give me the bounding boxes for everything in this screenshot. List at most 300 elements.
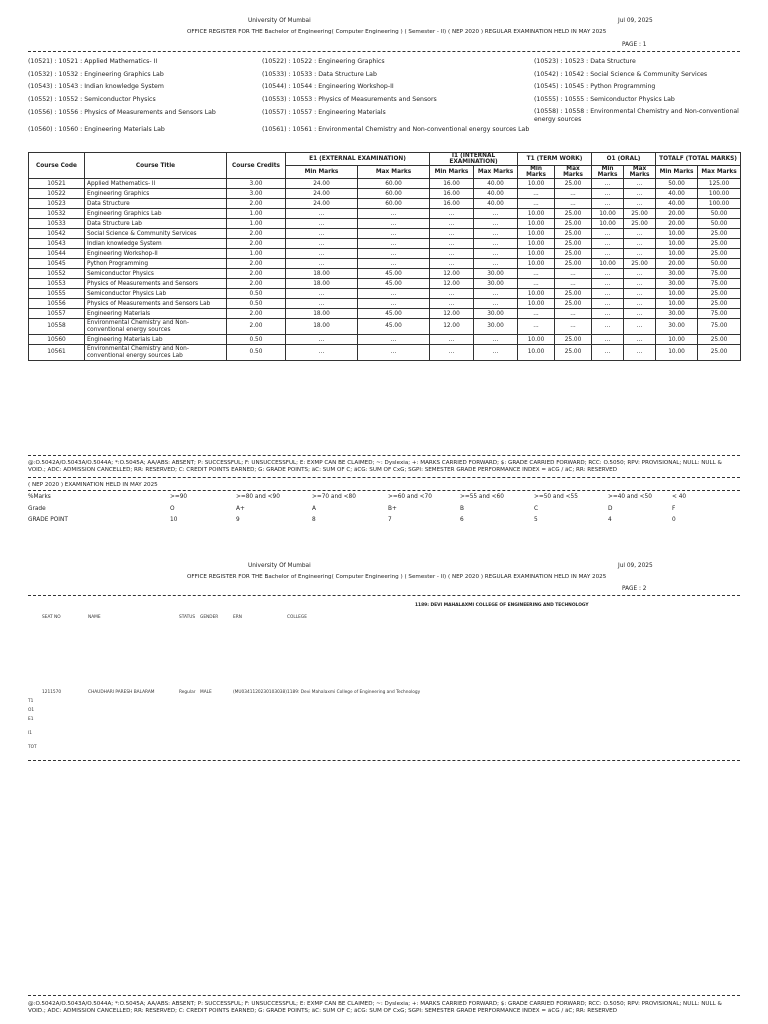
table-cell: 60.00 — [358, 179, 430, 189]
table-cell: 2.00 — [227, 269, 286, 279]
grade-cell: >=50 and <55 — [534, 494, 578, 500]
table-cell: 45.00 — [358, 309, 430, 319]
table-cell: 75.00 — [698, 319, 741, 335]
grade-cell: >=80 and <90 — [236, 494, 280, 500]
table-cell: Engineering Graphics — [85, 189, 227, 199]
table-cell: 75.00 — [698, 279, 741, 289]
row-label: E1 — [28, 717, 34, 722]
table-cell: 40.00 — [474, 199, 518, 209]
col-label: COLLEGE — [287, 615, 307, 620]
table-cell: Indian knowledge System — [85, 239, 227, 249]
table-cell: ... — [286, 239, 358, 249]
table-row — [29, 189, 741, 199]
course-list-item: (10543) : 10543 : Indian knowledge System — [28, 83, 164, 91]
table-cell: 1.00 — [227, 249, 286, 259]
table-cell: ... — [430, 239, 474, 249]
table-cell: ... — [592, 279, 624, 289]
course-list-item: (10553) : 10553 : Physics of Measurements and Sensors — [262, 95, 437, 103]
table-cell: 60.00 — [358, 199, 430, 209]
table-row — [29, 269, 741, 279]
table-cell: 10533 — [29, 219, 85, 229]
table-cell: 10560 — [29, 335, 85, 345]
table-cell: 20.00 — [656, 209, 698, 219]
grade-cell: >=70 and <80 — [312, 494, 356, 500]
table-row — [29, 239, 741, 249]
table-cell: ... — [358, 345, 430, 361]
table-cell: 25.00 — [555, 239, 592, 249]
table-cell: 25.00 — [698, 249, 741, 259]
table-cell: 25.00 — [624, 219, 656, 229]
header-min: Min Marks — [286, 166, 358, 179]
table-cell: 10543 — [29, 239, 85, 249]
table-row — [29, 219, 741, 229]
table-cell: ... — [592, 345, 624, 361]
table-row — [29, 319, 741, 335]
table-cell: 50.00 — [698, 259, 741, 269]
grade-cell: 7 — [388, 517, 392, 523]
table-cell: 16.00 — [430, 199, 474, 209]
table-row — [29, 259, 741, 269]
table-cell: ... — [430, 219, 474, 229]
grade-cell: 5 — [534, 517, 538, 523]
table-cell: Semiconductor Physics — [85, 269, 227, 279]
table-cell: 10532 — [29, 209, 85, 219]
university-name: University Of Mumbai — [248, 18, 311, 24]
table-cell: ... — [474, 229, 518, 239]
table-cell: ... — [474, 209, 518, 219]
table-cell: 10544 — [29, 249, 85, 259]
table-cell: 0.50 — [227, 299, 286, 309]
header-max: Max Marks — [555, 166, 592, 179]
table-cell: 10558 — [29, 319, 85, 335]
table-cell: 2.00 — [227, 259, 286, 269]
table-cell: 25.00 — [698, 289, 741, 299]
table-row — [29, 299, 741, 309]
table-cell: 30.00 — [656, 279, 698, 289]
table-row — [29, 279, 741, 289]
table-cell: 60.00 — [358, 189, 430, 199]
table-cell: ... — [624, 249, 656, 259]
header-min: Min Marks — [430, 166, 474, 179]
table-cell: Engineering Workshop-II — [85, 249, 227, 259]
grade-cell: A — [312, 506, 316, 512]
table-cell: 24.00 — [286, 189, 358, 199]
table-cell: 10561 — [29, 345, 85, 361]
col-label: GENDER — [200, 615, 219, 620]
table-cell: ... — [592, 189, 624, 199]
grade-cell: < 40 — [672, 494, 687, 500]
table-cell: 25.00 — [555, 179, 592, 189]
table-row — [29, 199, 741, 209]
table-cell: 10.00 — [592, 219, 624, 229]
table-cell: 25.00 — [698, 345, 741, 361]
course-list-item: (10532) : 10532 : Engineering Graphics Lab — [28, 70, 164, 78]
table-cell: ... — [430, 259, 474, 269]
student-status: Regular — [179, 690, 196, 695]
table-cell: 10.00 — [656, 249, 698, 259]
table-cell: 25.00 — [698, 299, 741, 309]
table-cell: 10.00 — [518, 335, 555, 345]
table-cell: 25.00 — [698, 239, 741, 249]
table-cell: 25.00 — [624, 209, 656, 219]
table-cell: ... — [555, 189, 592, 199]
table-cell: 10.00 — [592, 259, 624, 269]
table-row — [29, 309, 741, 319]
table-cell: ... — [286, 259, 358, 269]
header-min: Min Marks — [656, 166, 698, 179]
table-cell: ... — [592, 289, 624, 299]
grade-cell: >=40 and <50 — [608, 494, 652, 500]
table-cell: 10552 — [29, 269, 85, 279]
table-cell: 16.00 — [430, 179, 474, 189]
table-cell: ... — [624, 189, 656, 199]
table-cell: 10523 — [29, 199, 85, 209]
table-cell: ... — [286, 289, 358, 299]
table-cell: 30.00 — [474, 269, 518, 279]
divider — [28, 595, 740, 596]
table-cell: ... — [518, 309, 555, 319]
table-cell: 10.00 — [592, 209, 624, 219]
header-t1: T1 (TERM WORK) — [518, 153, 592, 166]
divider — [28, 477, 740, 478]
table-cell: Environmental Chemistry and Non-conventional energy sources — [85, 319, 227, 335]
table-cell: 10.00 — [656, 299, 698, 309]
table-cell: ... — [592, 309, 624, 319]
table-cell: ... — [592, 239, 624, 249]
legend-text: @:O.5042A/O.5043A/O.5044A; *:O.5045A; AA/ABS: ABSENT; P: SUCCESSFUL; F: UNSUCCESSFUL; E: EXMP CAN BE CLAIMED; ~: Dyslexia; +: MARKS CARRIED FORWARD; $: GRADE CARRIED FORWARD; RCC: O.5050; RPV: PROVISIONAL; NULL: NULL & VOID.; ADC: ADMISSION CANCELLED; RR: RESERVED; C: CREDIT POINTS EARNED; G: GRADE POINTS; äC: SUM OF C; äCG: SUM OF CxG; SGPI: SEMESTER GRADE PERFORMANCE INDEX = äCG / äC; RR: RESERVED — [28, 1001, 722, 1014]
table-cell: ... — [358, 335, 430, 345]
table-cell: 50.00 — [656, 179, 698, 189]
table-cell: 45.00 — [358, 319, 430, 335]
table-cell: ... — [358, 229, 430, 239]
college-header: 1189: DEVI MAHALAXMI COLLEGE OF ENGINEERING AND TECHNOLOGY — [415, 603, 589, 608]
grade-cell: 8 — [312, 517, 316, 523]
table-row — [29, 345, 741, 361]
table-cell: 125.00 — [698, 179, 741, 189]
table-cell: ... — [518, 269, 555, 279]
table-cell: Data Structure Lab — [85, 219, 227, 229]
table-cell: 3.00 — [227, 179, 286, 189]
col-label: SEAT NO — [42, 615, 61, 620]
table-cell: 25.00 — [555, 229, 592, 239]
table-cell: 45.00 — [358, 269, 430, 279]
table-cell: ... — [474, 259, 518, 269]
course-list-item: (10555) : 10555 : Semiconductor Physics Lab — [534, 95, 675, 103]
table-cell: 10545 — [29, 259, 85, 269]
table-cell: ... — [474, 239, 518, 249]
student-name: CHAUDHARI PARESH BALARAM — [88, 690, 155, 695]
table-cell: 25.00 — [555, 259, 592, 269]
report-date: Jul 09, 2025 — [618, 18, 653, 24]
table-row — [29, 249, 741, 259]
table-cell: 25.00 — [555, 299, 592, 309]
table-cell: 2.00 — [227, 199, 286, 209]
course-list-item: (10521) : 10521 : Applied Mathematics- II — [28, 58, 158, 65]
table-cell: 10.00 — [518, 289, 555, 299]
header-min: Min Marks — [518, 166, 555, 179]
table-cell: 10556 — [29, 299, 85, 309]
grade-cell: >=90 — [170, 494, 188, 500]
table-cell: ... — [624, 335, 656, 345]
table-cell: 25.00 — [555, 335, 592, 345]
table-cell: 10.00 — [518, 219, 555, 229]
table-cell: 100.00 — [698, 189, 741, 199]
table-cell: ... — [592, 269, 624, 279]
table-cell: ... — [592, 179, 624, 189]
table-cell: ... — [358, 209, 430, 219]
table-row — [29, 335, 741, 345]
course-list — [28, 56, 740, 137]
header-max: Max Marks — [624, 166, 656, 179]
table-cell: ... — [624, 345, 656, 361]
divider — [28, 490, 740, 491]
table-cell: 12.00 — [430, 309, 474, 319]
table-cell: ... — [592, 319, 624, 335]
grade-cell: 10 — [170, 517, 178, 523]
table-cell: Engineering Graphics Lab — [85, 209, 227, 219]
table-cell: ... — [592, 229, 624, 239]
course-marks-table — [28, 152, 741, 361]
table-cell: 2.00 — [227, 309, 286, 319]
table-cell: ... — [474, 289, 518, 299]
grade-label: %Marks — [28, 494, 51, 500]
table-cell: 30.00 — [656, 269, 698, 279]
table-cell: Physics of Measurements and Sensors Lab — [85, 299, 227, 309]
university-name: University Of Mumbai — [248, 563, 311, 569]
grade-cell: 9 — [236, 517, 240, 523]
table-cell: Engineering Materials Lab — [85, 335, 227, 345]
legend-text: @:O.5042A/O.5043A/O.5044A; *:O.5045A; AA/ABS: ABSENT; P: SUCCESSFUL; F: UNSUCCESSFUL; E: EXMP CAN BE CLAIMED; ~: Dyslexia; +: MARKS CARRIED FORWARD; $: GRADE CARRIED FORWARD; RCC: O.5050; RPV: PROVISIONAL; NULL: NULL & VOID.; ADC: ADMISSION CANCELLED; RR: RESERVED; C: CREDIT POINTS EARNED; G: GRADE POINTS; äC: SUM OF C; äCG: SUM OF CxG; SGPI: SEMESTER GRADE PERFORMANCE INDEX = äCG / äC; RR: RESERVED — [28, 460, 722, 473]
course-list-item: (10542) : 10542 : Social Science & Community Services — [534, 70, 708, 78]
table-cell: ... — [555, 269, 592, 279]
table-cell: ... — [624, 299, 656, 309]
grade-cell: D — [608, 506, 613, 512]
table-cell: 30.00 — [474, 279, 518, 289]
student-college: 1189: Devi Mahalaxmi College of Engineering and Technology — [287, 690, 421, 695]
table-cell: ... — [518, 189, 555, 199]
row-label: T1 — [28, 699, 34, 704]
table-cell: 10.00 — [518, 249, 555, 259]
table-cell: ... — [286, 335, 358, 345]
table-cell: 10521 — [29, 179, 85, 189]
course-list-item: (10544) : 10544 : Engineering Workshop-II — [262, 83, 394, 91]
header-i1: I1 (INTERNAL EXAMINATION) — [430, 153, 518, 166]
table-cell: ... — [358, 259, 430, 269]
table-cell: 25.00 — [555, 345, 592, 361]
table-cell: 30.00 — [656, 309, 698, 319]
seat-number: 1211570 — [42, 690, 62, 695]
table-cell: ... — [518, 199, 555, 209]
table-cell: 1.00 — [227, 219, 286, 229]
divider — [28, 51, 740, 52]
register-title: OFFICE REGISTER FOR THE Bachelor of Engineering( Computer Engineering ) ( Semester - II) ( NEP 2020 ) REGULAR EXAMINATION HELD IN MAY 2025 — [187, 574, 607, 580]
table-cell: 25.00 — [555, 219, 592, 229]
report-date: Jul 09, 2025 — [618, 563, 653, 569]
student-ern: (MU0341120230103038) — [233, 690, 287, 695]
table-cell: 18.00 — [286, 269, 358, 279]
table-cell: 40.00 — [656, 199, 698, 209]
table-cell: 10.00 — [518, 229, 555, 239]
table-cell: Applied Mathematics- II — [85, 179, 227, 189]
page-number: PAGE : 1 — [622, 42, 647, 48]
table-cell: 25.00 — [698, 229, 741, 239]
table-cell: 25.00 — [555, 209, 592, 219]
course-list-item: (10522) : 10522 : Engineering Graphics — [262, 58, 385, 65]
table-cell: ... — [518, 319, 555, 335]
course-list-item: (10556) : 10556 : Physics of Measurements and Sensors Lab — [28, 109, 216, 117]
table-cell: 1.00 — [227, 209, 286, 219]
table-cell: 20.00 — [656, 219, 698, 229]
table-cell: ... — [430, 229, 474, 239]
table-cell: ... — [624, 269, 656, 279]
table-cell: 25.00 — [555, 289, 592, 299]
table-cell: 10522 — [29, 189, 85, 199]
divider — [28, 455, 740, 456]
table-cell: 10542 — [29, 229, 85, 239]
course-list-item: (10552) : 10552 : Semiconductor Physics — [28, 95, 156, 103]
table-cell: 2.00 — [227, 279, 286, 289]
grade-cell: >=55 and <60 — [460, 494, 504, 500]
header-max: Max Marks — [474, 166, 518, 179]
table-cell: 75.00 — [698, 309, 741, 319]
table-cell: 2.00 — [227, 239, 286, 249]
table-cell: 10.00 — [656, 239, 698, 249]
table-cell: 10.00 — [518, 179, 555, 189]
grade-cell: 4 — [608, 517, 612, 523]
table-cell: 16.00 — [430, 189, 474, 199]
table-cell: ... — [624, 179, 656, 189]
table-cell: 25.00 — [698, 335, 741, 345]
header-course-credits: Course Credits — [227, 153, 286, 179]
table-row — [29, 179, 741, 189]
table-cell: 40.00 — [474, 189, 518, 199]
grade-cell: F — [672, 506, 676, 512]
table-cell: 10555 — [29, 289, 85, 299]
table-cell: ... — [286, 299, 358, 309]
table-cell: 30.00 — [656, 319, 698, 335]
table-cell: ... — [358, 219, 430, 229]
table-cell: 10553 — [29, 279, 85, 289]
header-total: TOTALF (TOTAL MARKS) — [656, 153, 741, 166]
table-cell: 50.00 — [698, 219, 741, 229]
table-cell: ... — [430, 299, 474, 309]
divider — [28, 760, 740, 761]
table-cell: 10.00 — [656, 229, 698, 239]
table-cell: ... — [624, 279, 656, 289]
table-cell: ... — [592, 249, 624, 259]
student-gender: MALE — [200, 690, 212, 695]
table-cell: 12.00 — [430, 279, 474, 289]
table-cell: ... — [430, 209, 474, 219]
table-cell: 10557 — [29, 309, 85, 319]
table-cell: 10.00 — [518, 209, 555, 219]
table-cell: 12.00 — [430, 319, 474, 335]
table-cell: ... — [430, 289, 474, 299]
table-cell: 10.00 — [518, 299, 555, 309]
table-cell: ... — [474, 219, 518, 229]
course-list-item: (10557) : 10557 : Engineering Materials — [262, 109, 386, 117]
table-cell: 24.00 — [286, 199, 358, 209]
table-cell: 0.50 — [227, 345, 286, 361]
table-cell: 18.00 — [286, 279, 358, 289]
course-list-item: (10523) : 10523 : Data Structure — [534, 58, 636, 65]
table-cell: ... — [286, 249, 358, 259]
table-cell: ... — [358, 289, 430, 299]
table-cell: ... — [624, 309, 656, 319]
table-cell: ... — [555, 279, 592, 289]
table-cell: 10.00 — [656, 289, 698, 299]
table-cell: ... — [624, 319, 656, 335]
header-course-title: Course Title — [85, 153, 227, 179]
table-cell: ... — [592, 335, 624, 345]
table-cell: ... — [286, 345, 358, 361]
table-cell: ... — [430, 249, 474, 259]
col-label: NAME — [88, 615, 101, 620]
header-course-code: Course Code — [29, 153, 85, 179]
grade-label: Grade — [28, 506, 46, 512]
table-cell: 25.00 — [555, 249, 592, 259]
table-row — [29, 289, 741, 299]
header-max: Max Marks — [698, 166, 741, 179]
row-label: TOT — [28, 745, 37, 750]
table-cell: ... — [555, 319, 592, 335]
grade-cell: B+ — [388, 506, 397, 512]
table-cell: 18.00 — [286, 319, 358, 335]
table-cell: 0.50 — [227, 289, 286, 299]
table-cell: Semiconductor Physics Lab — [85, 289, 227, 299]
divider — [28, 995, 740, 996]
table-cell: 24.00 — [286, 179, 358, 189]
table-cell: ... — [555, 309, 592, 319]
grade-cell: B — [460, 506, 464, 512]
table-cell: 2.00 — [227, 229, 286, 239]
grade-label: GRADE POINT — [28, 517, 68, 523]
table-cell: Data Structure — [85, 199, 227, 209]
table-cell: Environmental Chemistry and Non-conventional energy sources Lab — [85, 345, 227, 361]
grade-cell: 0 — [672, 517, 676, 523]
table-row — [29, 229, 741, 239]
table-cell: Physics of Measurements and Sensors — [85, 279, 227, 289]
course-list-item: (10545) : 10545 : Python Programming — [534, 83, 656, 91]
table-cell: ... — [624, 289, 656, 299]
table-cell: 3.00 — [227, 189, 286, 199]
course-list-item: (10558) : 10558 : Environmental Chemistry and Non-conventional energy sources — [534, 108, 739, 123]
table-cell: Python Programming — [85, 259, 227, 269]
table-cell: 30.00 — [474, 309, 518, 319]
table-cell: 12.00 — [430, 269, 474, 279]
table-cell: 75.00 — [698, 269, 741, 279]
table-cell: ... — [555, 199, 592, 209]
table-cell: ... — [286, 209, 358, 219]
table-cell: 100.00 — [698, 199, 741, 209]
table-cell: ... — [358, 299, 430, 309]
table-cell: ... — [592, 199, 624, 209]
table-cell: ... — [286, 219, 358, 229]
grade-cell: A+ — [236, 506, 245, 512]
table-cell: ... — [358, 239, 430, 249]
header-o1: O1 (ORAL) — [592, 153, 656, 166]
grade-cell: 6 — [460, 517, 464, 523]
table-cell: 20.00 — [656, 259, 698, 269]
table-cell: 10.00 — [518, 239, 555, 249]
grade-cell: C — [534, 506, 539, 512]
table-cell: 50.00 — [698, 209, 741, 219]
table-cell: ... — [430, 345, 474, 361]
col-label: STATUS — [179, 615, 196, 620]
table-cell: 2.00 — [227, 319, 286, 335]
grade-cell: >=60 and <70 — [388, 494, 432, 500]
table-cell: ... — [474, 345, 518, 361]
